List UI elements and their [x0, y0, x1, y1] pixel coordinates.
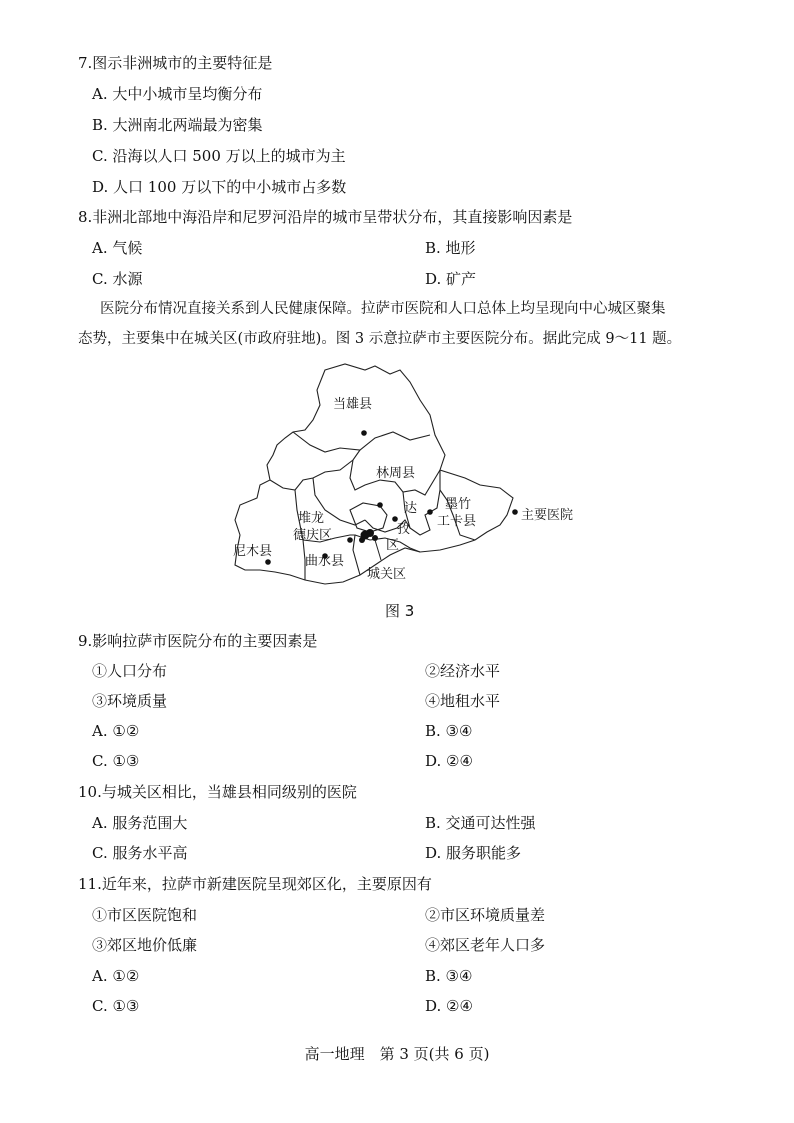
lhasa-hospital-map	[225, 360, 595, 592]
figure-caption: 图 3	[385, 602, 415, 620]
q10-option-c: C. 服务水平高	[92, 844, 188, 862]
q8-stem: 8.非洲北部地中海沿岸和尼罗河沿岸的城市呈带状分布，其直接影响因素是	[78, 208, 573, 226]
q11-option-d: D. ②④	[425, 997, 473, 1015]
q7-option-c: C. 沿海以人口 500 万以上的城市为主	[92, 147, 346, 165]
chengguan-leader-line	[375, 540, 381, 560]
q10-option-d: D. 服务职能多	[425, 844, 522, 862]
hospital-dot-chengguan-3	[359, 537, 365, 543]
q11-option-a: A. ①②	[92, 967, 140, 985]
hospital-dot-linzhou	[377, 502, 383, 508]
q7-option-d: D. 人口 100 万以下的中小城市占多数	[92, 178, 347, 196]
map-outer-boundary	[235, 364, 513, 584]
q11-option-b: B. ③④	[425, 967, 473, 985]
hospital-dot-dangxiong	[361, 430, 367, 436]
q7-option-a: A. 大中小城市呈均衡分布	[92, 85, 263, 103]
q9-option-d: D. ②④	[425, 752, 473, 770]
label-deqing: 德庆区	[293, 528, 333, 543]
q11-choice-1: ①市区医院饱和	[92, 906, 198, 924]
label-zi: 孜	[397, 522, 411, 537]
legend-dot	[512, 509, 518, 515]
q8-option-b: B. 地形	[425, 239, 476, 257]
label-da: 达	[404, 501, 418, 516]
q10-option-b: B. 交通可达性强	[425, 814, 536, 832]
boundary-west-inner	[270, 450, 360, 490]
q11-option-c: C. ①③	[92, 997, 140, 1015]
q9-choice-2: ②经济水平	[425, 662, 501, 680]
q9-choice-3: ③环境质量	[92, 692, 168, 710]
hospital-dot-duilong	[347, 537, 353, 543]
q9-option-b: B. ③④	[425, 722, 473, 740]
passage-line-1: 医院分布情况直接关系到人民健康保障。拉萨市医院和人口总体上均呈现向中心城区聚集	[100, 301, 666, 317]
q7-stem: 7.图示非洲城市的主要特征是	[78, 54, 273, 72]
q9-option-c: C. ①③	[92, 752, 140, 770]
hospital-dot-chengguan-2	[366, 529, 374, 537]
label-chengguan: 城关区	[367, 567, 407, 582]
q10-option-a: A. 服务范围大	[92, 814, 188, 832]
label-qushui: 曲水县	[305, 554, 345, 569]
boundary-dangxiong-linzhou	[293, 432, 430, 452]
q9-stem: 9.影响拉萨市医院分布的主要因素是	[78, 632, 318, 650]
page-footer: 高一地理 第 3 页(共 6 页)	[304, 1045, 490, 1063]
legend-label: 主要医院	[521, 508, 574, 523]
label-nimu: 尼木县	[233, 544, 273, 559]
q10-stem: 10.与城关区相比，当雄县相同级别的医院	[78, 783, 357, 801]
q8-option-c: C. 水源	[92, 270, 143, 288]
label-qu: 区	[386, 538, 400, 553]
label-gongka: 工卡县	[437, 514, 477, 529]
q11-choice-4: ④郊区老年人口多	[425, 936, 546, 954]
passage-line-2: 态势，主要集中在城关区(市政府驻地)。图 3 示意拉萨市主要医院分布。据此完成 9～11 题。	[78, 331, 682, 347]
q11-stem: 11.近年来，拉萨市新建医院呈现郊区化，主要原因有	[78, 875, 432, 893]
q9-choice-1: ①人口分布	[92, 662, 168, 680]
hospital-dot-nimu	[265, 559, 271, 565]
q8-option-d: D. 矿产	[425, 270, 477, 288]
q9-choice-4: ④地租水平	[425, 692, 501, 710]
q11-choice-3: ③郊区地价低廉	[92, 936, 198, 954]
label-duilong: 堆龙	[298, 511, 325, 526]
q11-choice-2: ②市区环境质量差	[425, 906, 546, 924]
q8-option-a: A. 气候	[92, 239, 143, 257]
q9-option-a: A. ①②	[92, 722, 140, 740]
label-mozhu: 墨竹	[445, 497, 472, 512]
hospital-dot-mozhu	[427, 509, 433, 515]
q7-option-b: B. 大洲南北两端最为密集	[92, 116, 263, 134]
label-dangxiong: 当雄县	[333, 397, 373, 412]
label-linzhou: 林周县	[376, 466, 416, 481]
